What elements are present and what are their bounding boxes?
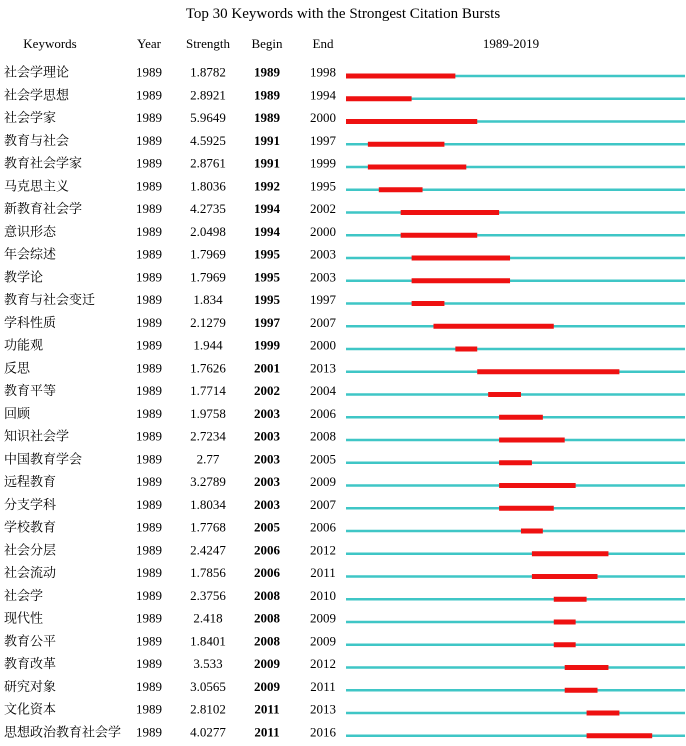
begin-value: 1999	[254, 337, 280, 353]
begin-value: 1989	[254, 110, 280, 125]
burst-bar	[587, 711, 620, 716]
end-value: 2016	[310, 724, 336, 740]
begin-value: 2011	[254, 724, 280, 740]
begin-value: 2006	[254, 565, 280, 580]
year-value: 1989	[136, 337, 162, 353]
end-value: 2012	[310, 656, 336, 671]
header-begin: Begin	[251, 36, 283, 51]
burst-bar	[499, 460, 532, 465]
keyword-label: 思想政治教育社会学	[4, 724, 122, 740]
header-strength: Strength	[185, 36, 231, 51]
begin-value: 2003	[254, 474, 280, 489]
keyword-label: 中国教育学会	[4, 451, 83, 467]
keyword-label: 研究对象	[4, 678, 57, 694]
begin-value: 2003	[254, 428, 280, 444]
begin-value: 1997	[254, 314, 280, 330]
year-value: 1989	[136, 519, 162, 535]
burst-bar	[554, 620, 576, 625]
begin-value: 2003	[254, 451, 280, 467]
end-value: 2003	[310, 246, 336, 262]
burst-bar	[412, 256, 510, 261]
header-keywords: Keywords	[23, 36, 77, 51]
year-value: 1989	[136, 496, 162, 512]
year-value: 1989	[136, 542, 162, 558]
strength-value: 1.7969	[190, 269, 226, 285]
year-value: 1989	[136, 656, 162, 671]
keyword-label: 回顾	[4, 405, 31, 421]
keyword-label: 教学论	[4, 269, 44, 285]
strength-value: 2.7234	[190, 428, 226, 444]
year-value: 1989	[136, 428, 162, 444]
year-value: 1989	[136, 269, 162, 285]
begin-value: 1989	[254, 87, 280, 103]
keyword-label: 反思	[4, 360, 31, 376]
begin-value: 2001	[254, 360, 280, 376]
strength-value: 3.533	[193, 656, 223, 671]
burst-bar	[587, 733, 653, 738]
strength-value: 2.0498	[190, 223, 226, 239]
strength-value: 4.5925	[190, 132, 226, 148]
strength-value: 3.0565	[190, 678, 226, 694]
strength-value: 2.1279	[190, 314, 226, 330]
keyword-label: 社会流动	[4, 565, 57, 580]
burst-bar	[346, 74, 455, 79]
year-value: 1989	[136, 246, 162, 262]
begin-value: 1991	[254, 155, 280, 171]
strength-value: 5.9649	[190, 110, 226, 125]
keyword-label: 分支学科	[4, 496, 57, 512]
year-value: 1989	[136, 565, 162, 580]
strength-value: 1.8034	[190, 496, 226, 512]
strength-value: 2.8921	[190, 87, 226, 103]
burst-bar	[412, 301, 445, 306]
burst-bar	[532, 551, 609, 556]
year-value: 1989	[136, 474, 162, 489]
keyword-label: 社会学思想	[4, 87, 70, 103]
keyword-label: 知识社会学	[4, 428, 70, 444]
end-value: 1995	[310, 178, 336, 194]
year-value: 1989	[136, 383, 162, 398]
year-value: 1989	[136, 132, 162, 148]
burst-bar	[401, 233, 478, 238]
end-value: 2013	[310, 360, 336, 376]
end-value: 1997	[310, 292, 336, 307]
keyword-label: 马克思主义	[4, 178, 70, 194]
burst-bar	[554, 642, 576, 647]
year-value: 1989	[136, 610, 162, 626]
begin-value: 2003	[254, 496, 280, 512]
year-value: 1989	[136, 292, 162, 307]
begin-value: 1994	[254, 201, 280, 216]
end-value: 2009	[310, 610, 336, 626]
burst-bar	[499, 415, 543, 420]
burst-bar	[521, 529, 543, 534]
strength-value: 1.7626	[190, 360, 226, 376]
strength-value: 2.4247	[190, 542, 226, 558]
begin-value: 2008	[254, 587, 280, 603]
header-year: Year	[137, 36, 161, 51]
begin-value: 2006	[254, 542, 280, 558]
keyword-label: 意识形态	[4, 223, 57, 239]
burst-bar	[346, 96, 412, 101]
begin-value: 2009	[254, 678, 280, 694]
year-value: 1989	[136, 405, 162, 421]
year-value: 1989	[136, 201, 162, 216]
strength-value: 3.2789	[190, 474, 226, 489]
strength-value: 1.944	[193, 337, 223, 353]
keyword-label: 现代性	[4, 610, 44, 626]
end-value: 2003	[310, 269, 336, 285]
strength-value: 1.834	[193, 292, 223, 307]
burst-bar	[412, 278, 510, 283]
burst-bar	[499, 483, 576, 488]
keyword-label: 社会分层	[4, 542, 57, 558]
end-value: 2007	[310, 496, 336, 512]
year-value: 1989	[136, 223, 162, 239]
keyword-label: 学科性质	[4, 314, 57, 330]
header-end: End	[312, 36, 334, 51]
end-value: 2012	[310, 542, 336, 558]
column-headers	[23, 36, 539, 51]
keyword-label: 教育公平	[4, 633, 57, 649]
year-value: 1989	[136, 64, 162, 80]
burst-bar	[346, 119, 477, 124]
begin-value: 2003	[254, 405, 280, 421]
burst-bar	[565, 665, 609, 670]
end-value: 2006	[310, 519, 336, 535]
keyword-label: 文化资本	[4, 701, 57, 717]
keyword-label: 远程教育	[4, 474, 57, 489]
end-value: 2008	[310, 428, 336, 444]
keyword-label: 年会综述	[4, 246, 57, 262]
end-value: 2000	[310, 223, 336, 239]
burst-bar	[554, 597, 587, 602]
begin-value: 1991	[254, 132, 280, 148]
chart-title: Top 30 Keywords with the Strongest Citation Bursts	[185, 6, 501, 22]
year-value: 1989	[136, 178, 162, 194]
burst-bar	[499, 438, 565, 443]
burst-bar	[455, 347, 477, 352]
strength-value: 2.77	[196, 451, 220, 467]
year-value: 1989	[136, 110, 162, 125]
keyword-label: 社会学	[4, 587, 44, 603]
year-value: 1989	[136, 678, 162, 694]
begin-value: 2009	[254, 656, 280, 671]
begin-value: 2008	[254, 610, 280, 626]
end-value: 2000	[310, 110, 336, 125]
burst-bar	[379, 187, 423, 192]
end-value: 2013	[310, 701, 336, 717]
strength-value: 1.7714	[190, 383, 226, 398]
begin-value: 2005	[254, 519, 280, 535]
strength-value: 2.8102	[190, 701, 226, 717]
begin-value: 1995	[254, 269, 280, 285]
end-value: 1994	[310, 87, 336, 103]
keyword-label: 新教育社会学	[4, 201, 83, 216]
begin-value: 1994	[254, 223, 280, 239]
end-value: 1997	[310, 132, 336, 148]
header-timeline: 1989-2019	[482, 36, 540, 51]
keyword-label: 社会学家	[4, 110, 57, 125]
strength-value: 1.7856	[190, 565, 226, 580]
end-value: 2010	[310, 587, 336, 603]
burst-bar	[488, 392, 521, 397]
begin-value: 1995	[254, 246, 280, 262]
burst-bar	[477, 369, 619, 374]
strength-value: 2.418	[193, 610, 223, 626]
keyword-label: 社会学理论	[4, 64, 70, 80]
begin-value: 2011	[254, 701, 280, 717]
burst-rows	[4, 65, 685, 740]
year-value: 1989	[136, 587, 162, 603]
end-value: 2009	[310, 633, 336, 649]
strength-value: 1.7768	[190, 519, 226, 535]
year-value: 1989	[136, 701, 162, 717]
year-value: 1989	[136, 360, 162, 376]
burst-bar	[433, 324, 553, 329]
end-value: 2002	[310, 201, 336, 216]
keyword-label: 教育与社会变迁	[4, 292, 96, 307]
strength-value: 4.0277	[190, 724, 226, 740]
begin-value: 2008	[254, 633, 280, 649]
keyword-label: 教育改革	[4, 656, 57, 671]
end-value: 2005	[310, 451, 336, 467]
strength-value: 1.8782	[190, 64, 226, 80]
burst-bar	[401, 210, 499, 215]
burst-bar	[368, 142, 445, 147]
begin-value: 2002	[254, 383, 280, 398]
end-value: 2000	[310, 337, 336, 353]
begin-value: 1995	[254, 292, 280, 307]
strength-value: 1.9758	[190, 405, 226, 421]
keyword-label: 教育与社会	[4, 132, 70, 148]
burst-bar	[368, 165, 466, 170]
year-value: 1989	[136, 87, 162, 103]
begin-value: 1992	[254, 178, 280, 194]
year-value: 1989	[136, 451, 162, 467]
strength-value: 1.8401	[190, 633, 226, 649]
year-value: 1989	[136, 314, 162, 330]
end-value: 2009	[310, 474, 336, 489]
keyword-label: 教育平等	[4, 383, 57, 398]
burst-bar	[532, 574, 598, 579]
strength-value: 4.2735	[190, 201, 226, 216]
burst-bar	[499, 506, 554, 511]
keyword-label: 学校教育	[4, 519, 57, 535]
strength-value: 2.8761	[190, 155, 226, 171]
strength-value: 1.7969	[190, 246, 226, 262]
keyword-label: 教育社会学家	[4, 155, 83, 171]
end-value: 2006	[310, 405, 336, 421]
end-value: 1998	[310, 64, 336, 80]
end-value: 2007	[310, 314, 336, 330]
strength-value: 1.8036	[190, 178, 226, 194]
begin-value: 1989	[254, 64, 280, 80]
year-value: 1989	[136, 155, 162, 171]
keyword-label: 功能观	[4, 337, 44, 353]
end-value: 2011	[310, 565, 336, 580]
strength-value: 2.3756	[190, 587, 226, 603]
burst-bar	[565, 688, 598, 693]
year-value: 1989	[136, 633, 162, 649]
end-value: 1999	[310, 155, 336, 171]
end-value: 2011	[310, 678, 336, 694]
end-value: 2004	[310, 383, 336, 398]
year-value: 1989	[136, 724, 162, 740]
